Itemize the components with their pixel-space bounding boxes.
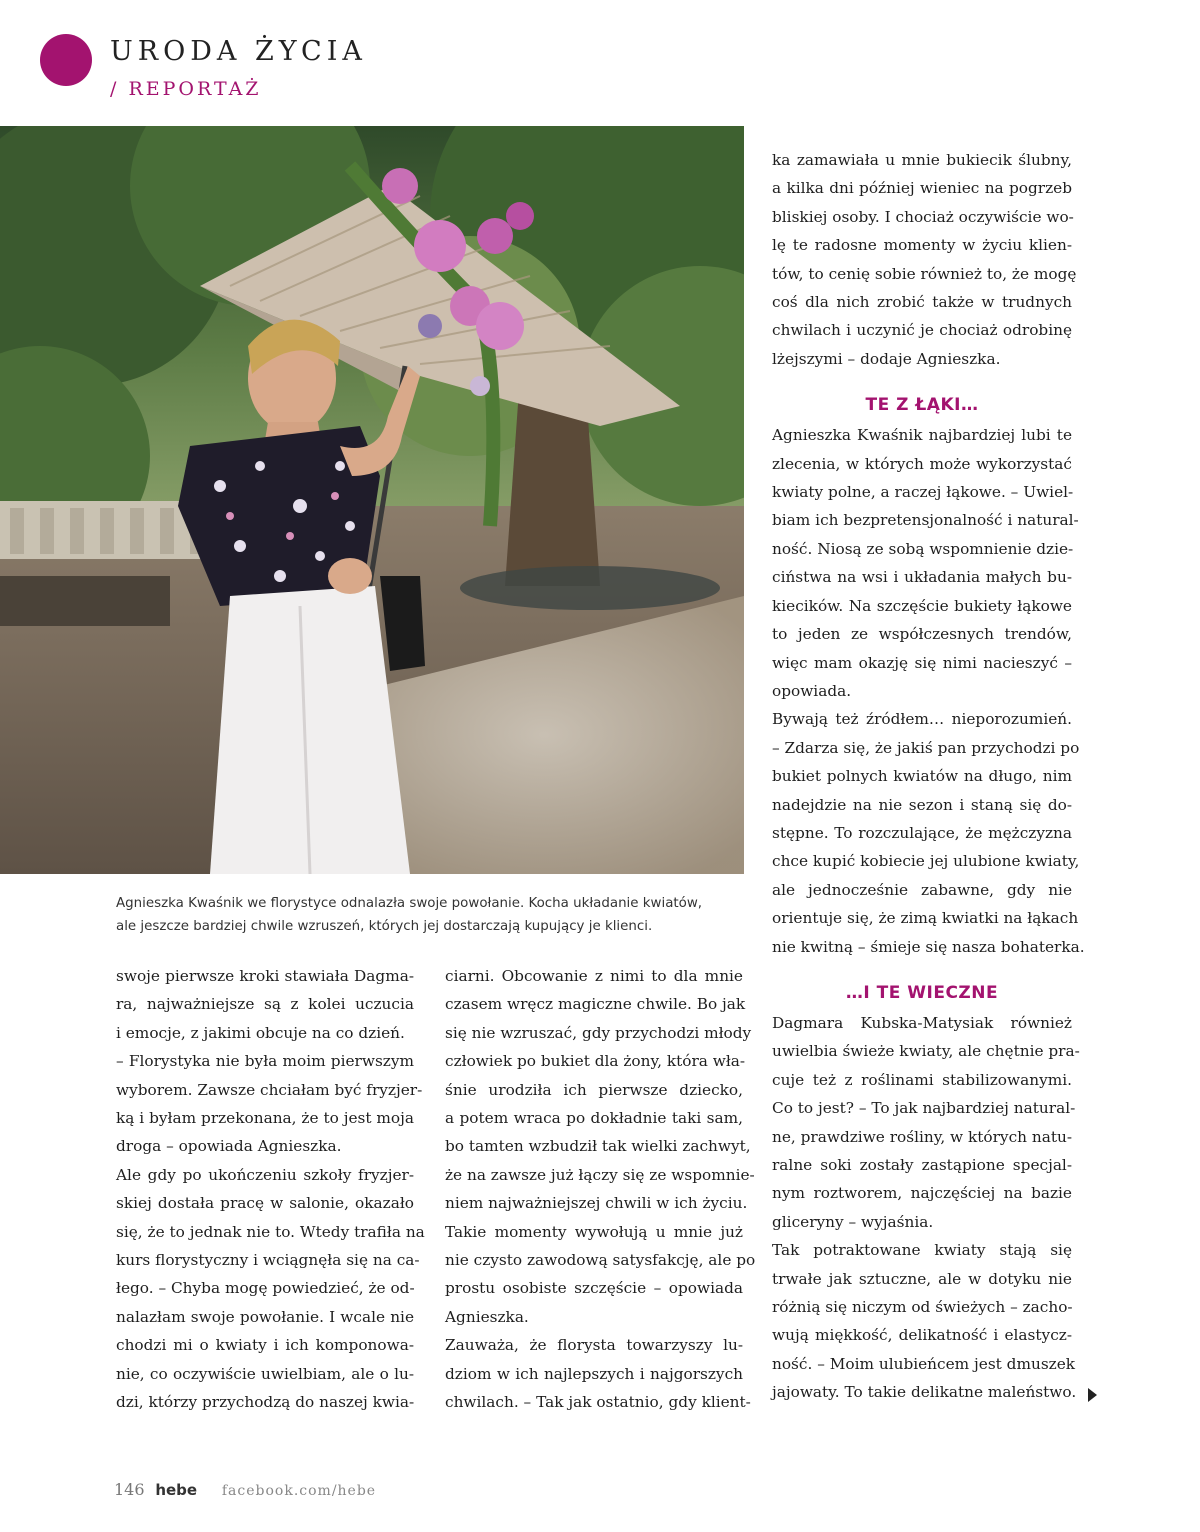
text-line: ciarni. Obcowanie z nimi to dla mnie <box>445 967 743 985</box>
text-line: – Florystyka nie była moim pierwszym <box>116 1052 414 1071</box>
text-line: nalazłam swoje powołanie. I wcale nie <box>116 1307 414 1326</box>
text-line: ale jednocześnie zabawne, gdy nie <box>772 880 1072 899</box>
text-line: ką i byłam przekonana, że to jest moja <box>116 1109 414 1128</box>
text-line: dziom w ich najlepszych i najgorszych <box>445 1364 743 1383</box>
caption-line: Agnieszka Kwaśnik we florystyce odnalazła swoje powołanie. Kocha układanie kwiatów, <box>116 896 703 911</box>
text-line: bukiet polnych kwiatów na długo, nim <box>772 767 1072 786</box>
text-line: – Zdarza się, że jakiś pan przychodzi po <box>772 738 1080 757</box>
text-line: Zauważa, że florysta towarzyszy lu- <box>445 1336 743 1355</box>
text-line: trwałe jak sztuczne, ale w dotyku nie <box>772 1269 1072 1288</box>
section-title: URODA ŻYCIA <box>110 36 367 67</box>
text-line: różnią się niczym od świeżych – zacho- <box>772 1298 1073 1317</box>
text-line: i emocje, z jakimi obcuje na co dzień. <box>116 1023 405 1042</box>
text-line: ne, prawdziwe rośliny, w których natu- <box>772 1127 1072 1146</box>
text-line: nym roztworem, najczęściej na bazie <box>772 1184 1072 1203</box>
text-line: chwilach. – Tak jak ostatnio, gdy klient- <box>445 1393 751 1412</box>
text-line: chce kupić kobiecie jej ulubione kwiaty, <box>772 852 1080 871</box>
text-line: Takie momenty wywołują u mnie już <box>445 1222 743 1241</box>
text-line: to jeden ze współczesnych trendów, <box>772 625 1072 644</box>
text-line: a kilka dni później wieniec na pogrzeb <box>772 179 1072 198</box>
text-line: nie, co oczywiście uwielbiam, ale o lu- <box>116 1364 414 1383</box>
text-line: Agnieszka. <box>445 1307 529 1326</box>
photo-caption <box>116 892 736 938</box>
social-link[interactable]: facebook.com/hebe <box>221 1483 377 1499</box>
text-line: więc mam okazję się nimi nacieszyć – <box>772 653 1072 672</box>
text-line: się nie wzruszać, gdy przychodzi młody <box>445 1023 752 1042</box>
page-number: 146 <box>114 1480 145 1499</box>
text-line: człowiek po bukiet dla żony, która wła- <box>445 1052 746 1071</box>
text-line: Dagmara Kubska-Matysiak również <box>772 1013 1072 1032</box>
brand-name: hebe <box>155 1481 198 1499</box>
text-line: niem najważniejszej chwili w ich życiu. <box>445 1194 748 1213</box>
text-line: chwilach i uczynić je chociaż odrobinę <box>772 321 1072 340</box>
text-line: że na zawsze już łączy się ze wspomnie- <box>445 1165 755 1184</box>
article-column-3 <box>772 146 1085 1407</box>
text-line: wyborem. Zawsze chciałam być fryzjer- <box>116 1080 423 1099</box>
text-line: cuje też z roślinami stabilizowanymi. <box>772 1070 1072 1089</box>
text-line: śnie urodziła ich pierwsze dziecko, <box>445 1080 743 1099</box>
text-line: skiej dostała pracę w salonie, okazało <box>116 1194 414 1213</box>
text-line: dzi, którzy przychodzą do naszej kwia- <box>116 1393 415 1412</box>
article-column-1 <box>116 962 425 1417</box>
text-line: opowiada. <box>772 681 852 700</box>
text-line: jajowaty. To takie delikatne maleństwo. <box>772 1383 1077 1402</box>
text-line: orientuje się, że zimą kwiatki na łąkach <box>772 909 1079 928</box>
text-line: ciństwa na wsi i układania małych bu- <box>772 568 1072 587</box>
text-line: tów, to cenię sobie również to, że mogę <box>772 264 1077 283</box>
brand-dot-icon <box>40 34 92 86</box>
page-footer <box>114 1480 376 1499</box>
text-line: się, że to jednak nie to. Wtedy trafiła na <box>116 1222 425 1241</box>
continue-arrow-icon <box>1088 1388 1097 1402</box>
text-line: bliskiej osoby. I chociaż oczywiście wo- <box>772 207 1074 226</box>
text-line: Bywają też źródłem… nieporozumień. <box>772 710 1072 729</box>
text-line: nadejdzie na nie sezon i staną się do- <box>772 795 1072 814</box>
text-line: swoje pierwsze kroki stawiała Dagma- <box>116 967 414 985</box>
text-line: czasem wręcz magiczne chwile. Bo jak <box>445 995 746 1014</box>
text-line: nie kwitną – śmieje się nasza bohaterka. <box>772 937 1085 956</box>
text-line: gliceryny – wyjaśnia. <box>772 1212 934 1231</box>
text-line: uwielbia świeże kwiaty, ale chętnie pra- <box>772 1042 1080 1061</box>
text-line: Co to jest? – To jak najbardziej natural- <box>772 1099 1076 1118</box>
text-line: kwiaty polne, a raczej łąkowe. – Uwiel- <box>772 483 1074 502</box>
text-line: ra, najważniejsze są z kolei uczucia <box>116 995 414 1014</box>
text-line: ność. – Moim ulubieńcem jest dmuszek <box>772 1354 1076 1373</box>
text-line: stępne. To rozczulające, że mężczyzna <box>772 823 1072 842</box>
text-line: Agnieszka Kwaśnik najbardziej lubi te <box>772 426 1072 445</box>
text-line: Ale gdy po ukończeniu szkoły fryzjer- <box>116 1165 414 1184</box>
text-line: ność. Niosą ze sobą wspomnienie dzie- <box>772 539 1074 558</box>
text-line: lę te radosne momenty w życiu klien- <box>772 236 1072 255</box>
text-line: droga – opowiada Agnieszka. <box>116 1137 342 1156</box>
text-line: nie czysto zawodową satysfakcję, ale po <box>445 1251 756 1270</box>
text-line: coś dla nich zrobić także w trudnych <box>772 293 1072 312</box>
text-line: chodzi mi o kwiaty i ich komponowa- <box>116 1336 414 1355</box>
text-line: a potem wraca po dokładnie taki sam, <box>445 1109 743 1128</box>
section-heading-eternal: …I TE WIECZNE <box>845 982 999 1003</box>
article-photo <box>0 126 744 874</box>
text-line: prostu osobiste szczęście – opowiada <box>445 1279 743 1298</box>
section-heading-meadow: TE Z ŁĄKI… <box>865 395 979 416</box>
text-line: zlecenia, w których może wykorzystać <box>772 454 1072 473</box>
text-line: wują miękkość, delikatność i elastycz- <box>772 1326 1072 1345</box>
text-line: bo tamten wzbudził tak wielki zachwyt, <box>445 1137 751 1156</box>
text-line: lżejszymi – dodaje Agnieszka. <box>772 349 1001 368</box>
text-line: ka zamawiała u mnie bukiecik ślubny, <box>772 151 1072 169</box>
section-subtitle: / REPORTAŻ <box>110 78 262 100</box>
text-line: Tak potraktowane kwiaty stają się <box>772 1241 1072 1260</box>
article-column-2 <box>445 962 756 1417</box>
text-line: łego. – Chyba mogę powiedzieć, że od- <box>116 1279 415 1298</box>
caption-line: ale jeszcze bardziej chwile wzruszeń, których jej dostarczają kupujący je klienci. <box>116 919 653 934</box>
text-line: kiecików. Na szczęście bukiety łąkowe <box>772 596 1072 615</box>
text-line: kurs florystyczny i wciągnęła się na ca- <box>116 1251 420 1270</box>
text-line: biam ich bezpretensjonalność i natural- <box>772 511 1079 530</box>
text-line: ralne soki zostały zastąpione specjal- <box>772 1156 1072 1174</box>
